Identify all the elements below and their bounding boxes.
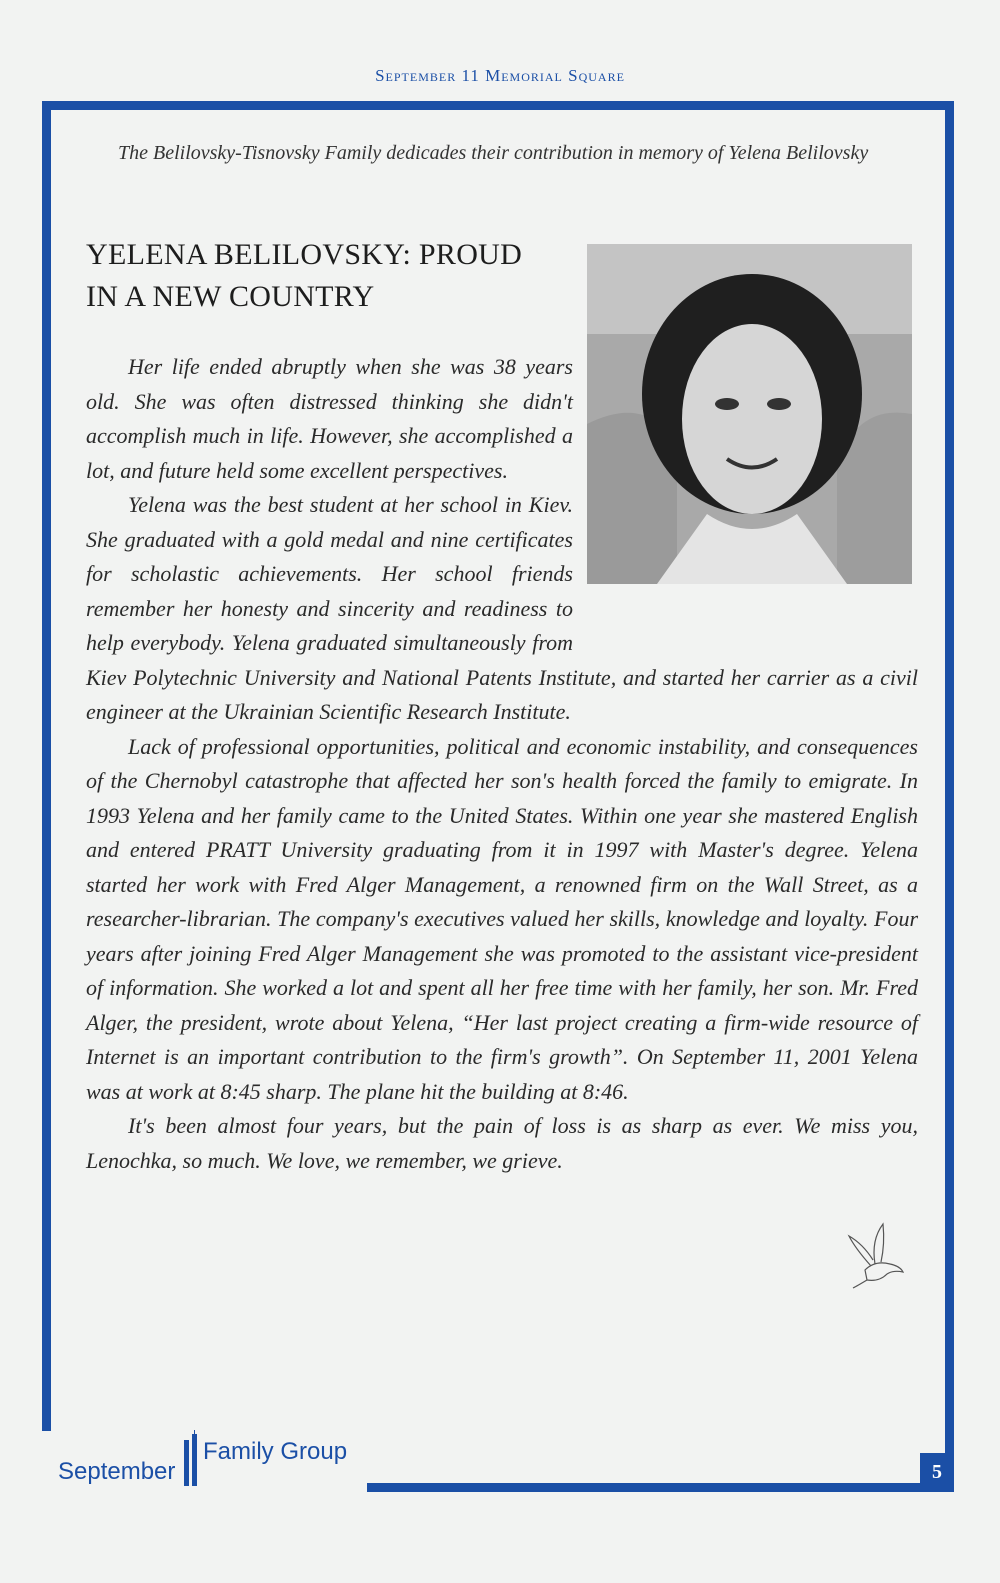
frame-right-border bbox=[945, 101, 954, 1491]
article-body bbox=[86, 350, 918, 1178]
paragraph-1: Her life ended abruptly when she was 38 years old. She was often distressed thinking she didn't accomplish much in life. However, she accomplished a lot, and future held some excellent perspectives. bbox=[86, 354, 573, 483]
dove-icon bbox=[845, 1220, 905, 1290]
paragraph-4: It's been almost four years, but the pain of loss is as sharp as ever. We miss you, Lenochka, so much. We love, we remember, we grieve. bbox=[86, 1113, 918, 1173]
frame-top-border bbox=[42, 101, 954, 110]
photo-wrap-spacer bbox=[573, 350, 918, 655]
frame-left-border bbox=[42, 101, 51, 1431]
article-title-line1: YELENA BELILOVSKY: PROUD bbox=[86, 238, 523, 271]
page-number: 5 bbox=[920, 1453, 954, 1491]
twin-towers-icon bbox=[182, 1430, 200, 1486]
paragraph-2: Yelena was the best student at her school in Kiev. She graduated with a gold medal and nine certificates for scholastic achievements. Her school friends remember her honesty and sincerity and readiness to help everybody. Yelena graduated simultaneously from Kiev Polytechnic University and National Patents Institute, and started her carrier as a civil engineer at the Ukrainian Scientific Research Institute. bbox=[86, 492, 918, 724]
dedication-line: The Belilovsky-Tisnovsky Family dedicades their contribution in memory of Yelena Belilovsky bbox=[118, 142, 869, 164]
logo-family-group-text: Family Group bbox=[203, 1438, 348, 1465]
september-family-group-logo bbox=[58, 1430, 368, 1490]
logo-september-text: September bbox=[58, 1458, 176, 1485]
article-title bbox=[86, 234, 566, 318]
frame-bottom-border bbox=[367, 1483, 954, 1492]
article-title-line2: IN A NEW COUNTRY bbox=[86, 280, 375, 313]
paragraph-3: Lack of professional opportunities, political and economic instability, and consequences of the Chernobyl catastrophe that affected her son's health forced the family to emigrate. In 1993 Yelena and her family came to the United States. Within one year she mastered English and entered PRATT University graduating from it in 1997 with Master's degree. Yelena started her work with Fred Alger Management, a renowned firm on the Wall Street, as a researcher-librarian. The company's executives valued her skills, knowledge and loyalty. Four years after joining Fred Alger Management she was promoted to the assistant vice-president of information. She worked a lot and spent all her free time with her family, her son. Mr. Fred Alger, the president, wrote about Yelena, “Her last project creating a firm-wide resource of Internet is an important contribution to the firm's growth”. On September 11, 2001 Yelena was at work at 8:45 sharp. The plane hit the building at 8:46. bbox=[86, 733, 918, 1104]
running-header: September 11 Memorial Square bbox=[375, 66, 625, 85]
